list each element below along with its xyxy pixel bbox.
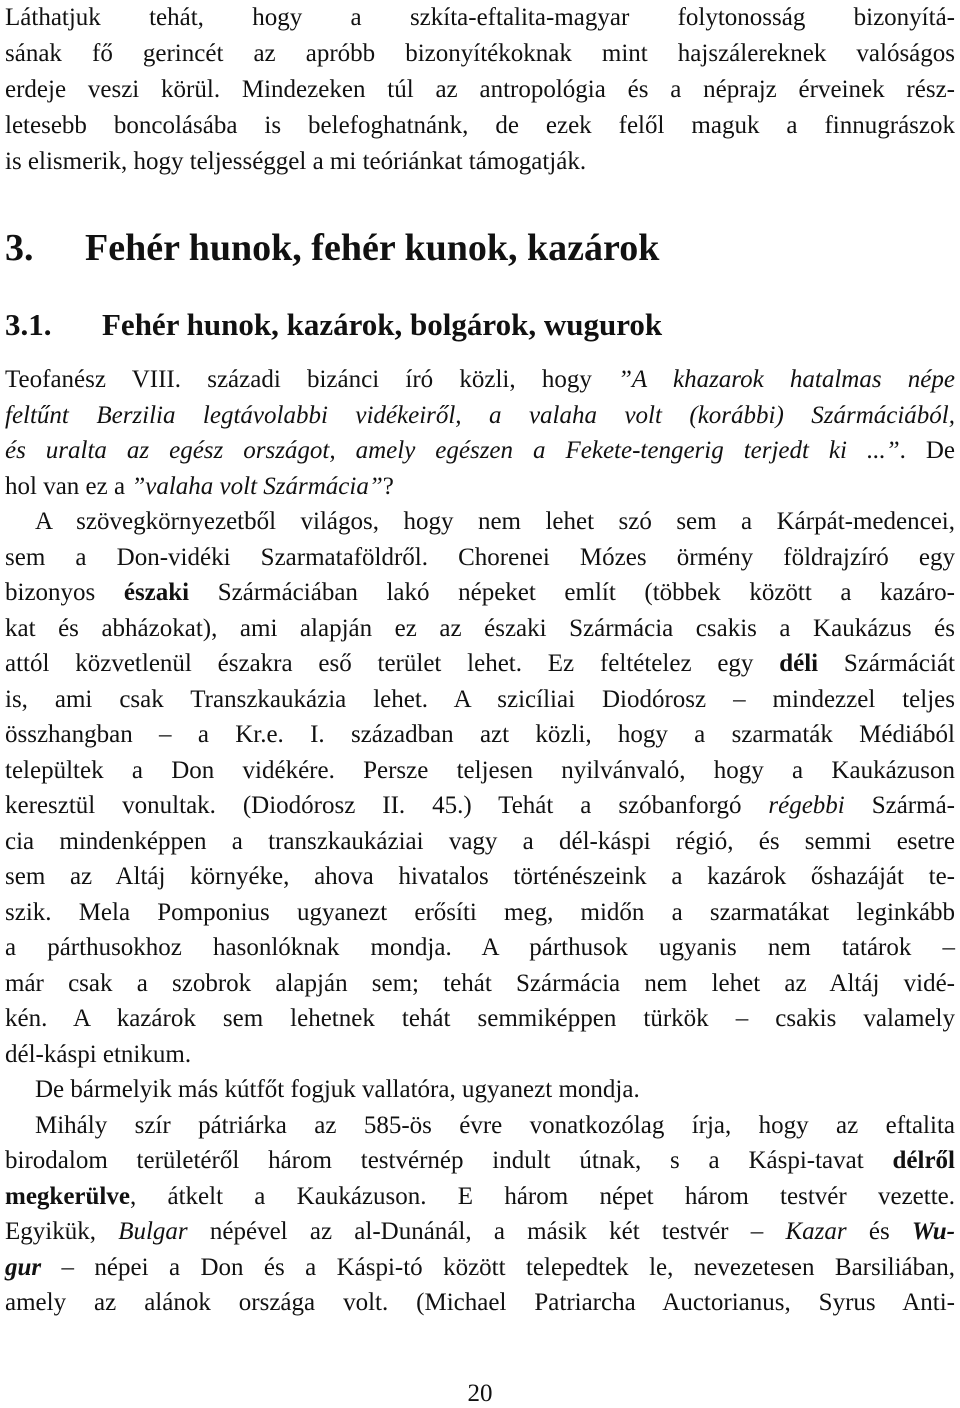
text-line [5,827,955,857]
section-title: Fehér hunok, fehér kunok, kazárok [85,227,660,269]
text-line [5,1182,955,1212]
text-run: dél-káspi etnikum. [5,1040,192,1068]
text-run: attól közvetlenül északra eső terület lehet. Ez feltételez egy [5,650,780,677]
text-line [5,756,955,786]
text-run: északi [123,579,190,606]
text-line [5,401,955,431]
text-line [5,862,955,892]
text-line [5,436,955,466]
text-run: megkerülve [5,1182,130,1210]
text-run: keresztül vonultak. (Diodórosz II. 45.) Tehát a szóbanforgó [5,792,769,819]
text-run: kat és abházokat), ami alapján ez az északi Szármácia csakis a Kaukázus és [5,614,955,642]
text-line [5,649,955,679]
text-run: Szármá- [844,792,955,819]
text-line [5,720,955,750]
text-run: Bulgar [118,1218,188,1245]
text-run: amely az alánok országa volt. (Michael Patriarcha Auctorianus, Syrus Anti- [5,1289,955,1316]
text-run: már csak a szobrok alapján sem; tehát Szármácia nem lehet az Altáj vidé- [5,969,955,997]
text-line [5,365,955,395]
text-run: is, ami csak Transzkaukázia lehet. A szicíliai Diodórosz – mindezzel teljes [5,685,955,713]
text-run: szik. Mela Pomponius ugyanezt erősíti meg, midőn a szarmatákat leginkább [5,898,955,926]
text-run: déli [779,650,819,677]
text-line [5,1040,955,1070]
text-line [35,1075,955,1105]
text-run: De bármelyik más kútfőt fogjuk vallatóra, ugyanezt mondja. [35,1076,640,1103]
subsection-number: 3.1. [5,307,52,342]
page-number: 20 [467,1380,493,1407]
text-run: Wu- [911,1218,956,1245]
text-run: feltűnt Berzilia legtávolabbi vidékeiről, a valaha volt (korábbi) Szármáciából, [5,401,955,429]
text-run: összhangban – a Kr.e. I. században azt közli, hogy a szarmaták Médiából [5,721,955,748]
text-run: hol van ez a [5,472,132,500]
text-line [5,39,955,69]
text-run: Mihály szír pátriárka az 585-ös évre vonatkozólag írja, hogy az eftalita [35,1111,955,1139]
text-line [5,472,955,502]
subsection-title: Fehér hunok, kazárok, bolgárok, wugurok [102,307,663,342]
text-run: is elismerik, hogy teljességgel a mi teóriánkat támogatják. [5,148,587,175]
text-run: , átkelt a Kaukázuson. E három népet három testvér vezette. [129,1182,955,1210]
text-line [5,898,955,928]
text-line [5,1288,955,1318]
text-run: települtek a Don vidékére. Persze teljesen nyilvánvaló, hogy a Kaukázuson [5,756,955,784]
text-run: ”A khazarok hatalmas népe [618,366,955,393]
text-run: – népei a Don és a Káspi-tó között telepedtek le, nevezetesen Barsiliában, [41,1253,955,1281]
text-run: és uralta az egész országot, amely egészen a Fekete-tengerig terjedt ki ...” [5,437,900,464]
text-run: Szármáciában lakó népeket említ (többek között a kazáro- [189,579,955,606]
text-run: ? [382,472,394,500]
text-line [5,111,955,141]
text-run: régebbi [768,792,845,819]
text-line [35,1111,955,1141]
text-run: gur [5,1253,42,1281]
text-run: Kazar [785,1218,847,1245]
text-run: népével az al-Dunánál, a másik két testvér – [187,1218,786,1245]
text-run: sának fő gerincét az apróbb bizonyítékoknak mint hajszálereknek valóságos [5,40,955,67]
text-line [5,75,955,105]
text-run: Láthatjuk tehát, hogy a szkíta-eftalita-magyar folytonosság bizonyítá- [5,4,955,31]
text-run: Egyikük, [5,1218,119,1245]
text-line [5,543,955,573]
text-run: birodalom területéről három testvérnép indult útnak, s a Káspi-tavat [5,1147,893,1174]
text-line [5,791,955,821]
text-line [5,3,955,33]
text-run: . De [899,437,956,464]
text-run: erdeje veszi körül. Mindezeken túl az antropológia és a néprajz érveinek rész- [5,76,955,103]
text-line [5,1146,955,1176]
text-run: A szövegkörnyezetből világos, hogy nem lehet szó sem a Kárpát-medencei, [35,508,955,535]
text-run: sem a Don-vidéki Szarmataföldről. Chorenei Mózes örmény földrajzíró egy [5,543,955,571]
text-line [5,1004,955,1034]
text-run: bizonyos [5,579,124,606]
text-run: ”valaha volt Szármácia” [131,472,383,500]
text-run: a párthusokhoz hasonlóknak mondja. A párthusok ugyanis nem tatárok – [5,934,955,961]
text-line [5,1253,955,1283]
text-line [5,969,955,999]
subsection-heading [5,306,662,344]
text-line [5,933,955,963]
text-line [5,685,955,715]
section-heading [5,226,659,270]
section-number: 3. [5,227,34,269]
text-line [5,147,955,177]
text-run: és [846,1218,912,1245]
text-run: Szármáciát [818,650,955,677]
text-run: cia mindenképpen a transzkaukáziai vagy a dél-káspi régió, és semmi esetre [5,827,955,855]
text-line [5,614,955,644]
text-run: Teofanész VIII. századi bizánci író közli, hogy [5,366,619,393]
text-run: letesebb boncolásába is belefoghatnánk, de ezek felől maguk a finnugrászok [5,112,955,139]
text-run: sem az Altáj környéke, ahova hivatalos történészeink a kazárok őshazáját te- [5,863,955,890]
text-line [5,578,955,608]
text-run: délről [892,1147,955,1174]
text-line [5,1217,955,1247]
text-run: kén. A kazárok sem lehetnek tehát semmiképpen türkök – csakis valamely [5,1005,955,1032]
text-line [35,507,955,537]
